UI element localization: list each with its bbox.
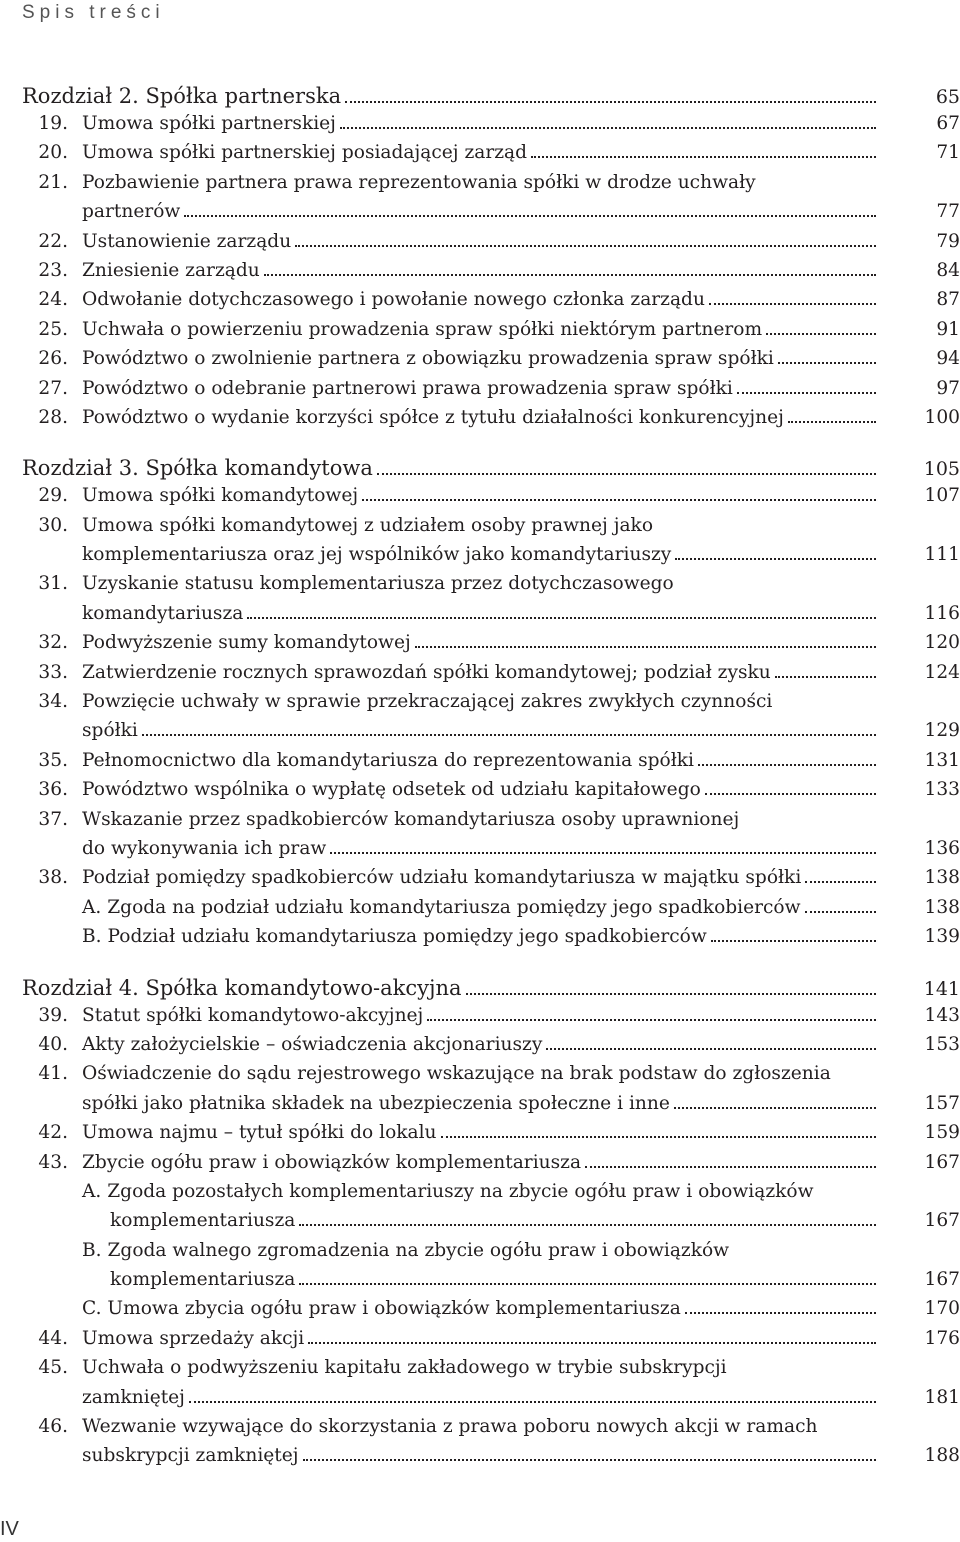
- dot-leader: [775, 676, 876, 678]
- entry-number: 28.: [38, 406, 68, 428]
- entry-title: spółki: [82, 720, 138, 742]
- dot-leader: [788, 421, 876, 423]
- entry-page-number: 176: [924, 1327, 960, 1349]
- toc-entry[interactable]: [22, 201, 960, 230]
- toc-entry[interactable]: [22, 1328, 960, 1357]
- dot-leader: [441, 1136, 876, 1138]
- toc-entry[interactable]: [22, 632, 960, 661]
- toc-entry[interactable]: [22, 142, 960, 171]
- entry-number: 29.: [38, 485, 68, 507]
- toc-entry[interactable]: [22, 1034, 960, 1063]
- entry-page-number: 111: [924, 544, 960, 566]
- entry-number: 36.: [38, 779, 68, 801]
- toc-entry[interactable]: [22, 603, 960, 632]
- subentry-page-number: 170: [924, 1298, 960, 1320]
- entry-number: 45.: [38, 1357, 68, 1379]
- entry-number: 26.: [38, 348, 68, 370]
- toc-entry[interactable]: [22, 1152, 960, 1181]
- dot-leader: [330, 852, 876, 854]
- entry-number: 42.: [38, 1122, 68, 1144]
- dot-leader: [466, 993, 876, 995]
- entry-title: partnerów: [82, 201, 181, 223]
- toc-entry[interactable]: [22, 1005, 960, 1034]
- toc-entry[interactable]: [22, 172, 960, 201]
- chapter-heading[interactable]: [22, 84, 960, 113]
- entry-page-number: 129: [924, 720, 960, 742]
- toc-subentry[interactable]: [22, 1240, 960, 1269]
- entry-title: Powództwo o zwolnienie partnera z obowiązku prowadzenia spraw spółki: [82, 348, 774, 370]
- entry-title: Umowa spółki partnerskiej posiadającej zarząd: [82, 142, 528, 164]
- entry-number: 22.: [38, 230, 68, 252]
- dot-leader: [299, 1283, 876, 1285]
- page-number: IV: [0, 1518, 19, 1540]
- dot-leader: [345, 101, 876, 103]
- toc-entry[interactable]: [22, 544, 960, 573]
- entry-page-number: 188: [924, 1445, 960, 1467]
- toc-entry[interactable]: [22, 407, 960, 436]
- entry-page-number: 138: [924, 867, 960, 889]
- entry-number: 34.: [38, 691, 68, 713]
- chapter-title: Rozdział 2. Spółka partnerska: [22, 84, 342, 108]
- entry-title: Odwołanie dotychczasowego i powołanie nowego członka zarządu: [82, 289, 705, 311]
- entry-title: Powzięcie uchwały w sprawie przekraczającej zakres zwykłych czynności: [82, 691, 773, 713]
- toc-entry[interactable]: [22, 515, 960, 544]
- entry-number: 21.: [38, 171, 68, 193]
- entry-title: Powództwo o odebranie partnerowi prawa prowadzenia spraw spółki: [82, 377, 733, 399]
- entry-page-number: 136: [924, 837, 960, 859]
- entry-number: 46.: [38, 1416, 68, 1438]
- toc-entry[interactable]: [22, 573, 960, 602]
- dot-leader: [308, 1342, 876, 1344]
- chapter-page-number: 105: [923, 458, 960, 481]
- dot-leader: [299, 1224, 876, 1226]
- entry-number: 19.: [38, 113, 68, 134]
- entry-number: 31.: [38, 573, 68, 595]
- entry-number: 20.: [38, 142, 68, 164]
- entry-title: Statut spółki komandytowo-akcyjnej: [82, 1004, 424, 1026]
- dot-leader: [189, 1401, 876, 1403]
- toc-subentry[interactable]: [22, 1181, 960, 1210]
- entry-title: Pełnomocnictwo dla komandytariusza do reprezentowania spółki: [82, 749, 694, 771]
- entry-page-number: 71: [936, 142, 960, 164]
- entry-number: 32.: [38, 632, 68, 654]
- entry-number: 37.: [38, 808, 68, 830]
- toc-entry[interactable]: [22, 260, 960, 289]
- entry-title: Zbycie ogółu praw i obowiązków komplementariusza: [82, 1151, 582, 1173]
- dot-leader: [303, 1459, 876, 1461]
- entry-title: Wskazanie przez spadkobierców komandytariusza osoby uprawnionej: [82, 808, 740, 830]
- toc-subentry[interactable]: [22, 926, 960, 955]
- entry-title: do wykonywania ich praw: [82, 837, 327, 859]
- entry-number: 23.: [38, 259, 68, 281]
- entry-page-number: 94: [936, 348, 960, 370]
- entry-page-number: 79: [936, 230, 960, 252]
- dot-leader: [295, 245, 876, 247]
- subentry-title: komplementariusza: [110, 1210, 296, 1232]
- entry-number: 38.: [38, 867, 68, 889]
- entry-number: 40.: [38, 1033, 68, 1055]
- dot-leader: [415, 646, 876, 648]
- dot-leader: [546, 1048, 876, 1050]
- entry-page-number: 143: [924, 1004, 960, 1026]
- toc-entry[interactable]: [22, 720, 960, 749]
- entry-title: spółki jako płatnika składek na ubezpieczenia społeczne i inne: [82, 1092, 670, 1114]
- entry-title: Uchwała o podwyższeniu kapitału zakładowego w trybie subskrypcji: [82, 1357, 727, 1379]
- toc-subentry[interactable]: [22, 897, 960, 926]
- entry-number: 43.: [38, 1151, 68, 1173]
- subentry-text: Zgoda na podział udziału komandytariusza pomiędzy jego spadkobierców: [107, 896, 801, 918]
- toc-entry[interactable]: [22, 750, 960, 779]
- dot-leader: [531, 156, 876, 158]
- entry-page-number: 67: [936, 113, 960, 134]
- dot-leader: [675, 558, 876, 560]
- entry-title: Podział pomiędzy spadkobierców udziału komandytariusza w majątku spółki: [82, 867, 802, 889]
- entry-page-number: 91: [936, 318, 960, 340]
- dot-leader: [805, 881, 876, 883]
- toc-entry[interactable]: [22, 378, 960, 407]
- toc-entry[interactable]: [22, 1093, 960, 1122]
- dot-leader: [711, 940, 876, 942]
- entry-title: Pozbawienie partnera prawa reprezentowania spółki w drodze uchwały: [82, 171, 756, 193]
- entry-title: Akty założycielskie – oświadczenia akcjonariuszy: [82, 1033, 543, 1055]
- subentry-text: Umowa zbycia ogółu praw i obowiązków komplementariusza: [107, 1298, 681, 1320]
- toc-entry[interactable]: [22, 485, 960, 514]
- entry-number: 30.: [38, 514, 68, 536]
- running-header: Spis treści: [22, 2, 165, 23]
- entry-title: zamkniętej: [82, 1386, 185, 1408]
- toc-entry[interactable]: [22, 319, 960, 348]
- subentry-page-number: 139: [924, 926, 960, 948]
- dot-leader: [778, 362, 876, 364]
- subentry-title: [82, 1298, 681, 1319]
- entry-page-number: 87: [936, 289, 960, 311]
- dot-leader: [709, 303, 876, 305]
- subentry-letter: A.: [82, 1180, 102, 1202]
- entry-title: Oświadczenie do sądu rejestrowego wskazujące na brak podstaw do zgłoszenia: [82, 1063, 831, 1085]
- toc-entry[interactable]: [22, 662, 960, 691]
- dot-leader: [142, 734, 876, 736]
- entry-page-number: 77: [936, 201, 960, 223]
- dot-leader: [427, 1019, 876, 1021]
- subentry-text: Zgoda pozostałych komplementariuszy na zbycie ogółu praw i obowiązków: [107, 1180, 814, 1202]
- chapter-heading[interactable]: [22, 456, 960, 485]
- entry-title: Zniesienie zarządu: [82, 259, 260, 281]
- entry-page-number: 181: [924, 1386, 960, 1408]
- toc-entry[interactable]: [22, 1445, 960, 1474]
- table-of-contents: [22, 84, 960, 1475]
- toc-entry[interactable]: [22, 289, 960, 318]
- dot-leader: [737, 392, 876, 394]
- toc-entry[interactable]: [22, 838, 960, 867]
- entry-number: 33.: [38, 661, 68, 683]
- entry-title: Umowa spółki komandytowej: [82, 485, 359, 507]
- subentry-letter: A.: [82, 896, 102, 918]
- dot-leader: [698, 764, 876, 766]
- chapter-page-number: 65: [935, 86, 960, 108]
- toc-entry[interactable]: [22, 1122, 960, 1151]
- entry-title: Umowa najmu – tytuł spółki do lokalu: [82, 1122, 437, 1144]
- subentry-text: Zgoda walnego zgromadzenia na zbycie ogółu praw i obowiązków: [107, 1239, 730, 1261]
- entry-title: Uchwała o powierzeniu prowadzenia spraw spółki niektórym partnerom: [82, 318, 763, 340]
- chapter-title: Rozdział 3. Spółka komandytowa: [22, 456, 373, 481]
- entry-page-number: 107: [924, 485, 960, 507]
- dot-leader: [805, 911, 876, 913]
- entry-page-number: 133: [924, 779, 960, 801]
- dot-leader: [340, 127, 876, 129]
- entry-page-number: 167: [924, 1151, 960, 1173]
- subentry-page-number: 167: [924, 1210, 960, 1232]
- subentry-text: Podział udziału komandytariusza pomiędzy jego spadkobierców: [107, 926, 707, 948]
- entry-title: Ustanowienie zarządu: [82, 230, 292, 252]
- subentry-title: komplementariusza: [110, 1269, 296, 1291]
- entry-number: 27.: [38, 377, 68, 399]
- entry-page-number: 153: [924, 1033, 960, 1055]
- dot-leader: [184, 215, 876, 217]
- subentry-title: [82, 926, 707, 947]
- entry-page-number: 116: [924, 602, 960, 624]
- entry-title: Zatwierdzenie rocznych sprawozdań spółki komandytowej; podział zysku: [82, 661, 771, 683]
- entry-title: komandytariusza: [82, 602, 244, 624]
- dot-leader: [377, 473, 876, 475]
- entry-title: Podwyższenie sumy komandytowej: [82, 632, 411, 654]
- subentry-page-number: 167: [924, 1269, 960, 1291]
- entry-title: Powództwo wspólnika o wypłatę odsetek od udziału kapitałowego: [82, 779, 701, 801]
- subentry-letter: C.: [82, 1298, 102, 1320]
- entry-title: Uzyskanie statusu komplementariusza przez dotychczasowego: [82, 573, 674, 595]
- entry-page-number: 131: [924, 749, 960, 771]
- entry-title: Umowa sprzedaży akcji: [82, 1327, 305, 1349]
- entry-number: 44.: [38, 1327, 68, 1349]
- dot-leader: [264, 274, 876, 276]
- entry-number: 25.: [38, 318, 68, 340]
- entry-number: 41.: [38, 1063, 68, 1085]
- entry-page-number: 97: [936, 377, 960, 399]
- subentry-page-number: 138: [924, 896, 960, 918]
- toc-subentry[interactable]: [22, 1298, 960, 1327]
- subentry-title: [82, 897, 801, 918]
- entry-page-number: 124: [924, 661, 960, 683]
- dot-leader: [685, 1312, 876, 1314]
- dot-leader: [362, 499, 876, 501]
- dot-leader: [585, 1166, 876, 1168]
- entry-page-number: 120: [924, 632, 960, 654]
- entry-title: subskrypcji zamkniętej: [82, 1445, 299, 1467]
- entry-title: Powództwo o wydanie korzyści spółce z tytułu działalności konkurencyjnej: [82, 406, 784, 428]
- subentry-title: [82, 1181, 814, 1202]
- entry-number: 39.: [38, 1004, 68, 1026]
- toc-subentry[interactable]: [22, 1269, 960, 1298]
- toc-entry[interactable]: [22, 867, 960, 896]
- toc-entry[interactable]: [22, 113, 960, 142]
- toc-entry[interactable]: [22, 1416, 960, 1445]
- dot-leader: [674, 1107, 876, 1109]
- entry-title: Umowa spółki komandytowej z udziałem osoby prawnej jako: [82, 514, 654, 536]
- toc-entry[interactable]: [22, 779, 960, 808]
- dot-leader: [705, 793, 876, 795]
- toc-entry[interactable]: [22, 231, 960, 260]
- chapter-heading[interactable]: [22, 976, 960, 1005]
- toc-entry[interactable]: [22, 1063, 960, 1092]
- subentry-letter: B.: [82, 926, 102, 948]
- entry-page-number: 157: [924, 1092, 960, 1114]
- entry-title: komplementariusza oraz jej wspólników jako komandytariuszy: [82, 544, 672, 566]
- dot-leader: [766, 333, 876, 335]
- entry-number: 35.: [38, 749, 68, 771]
- entry-page-number: 100: [924, 406, 960, 428]
- toc-entry[interactable]: [22, 348, 960, 377]
- subentry-title: [82, 1240, 729, 1261]
- toc-entry[interactable]: [22, 1357, 960, 1386]
- chapter-title: Rozdział 4. Spółka komandytowo-akcyjna: [22, 975, 462, 1000]
- entry-page-number: 159: [924, 1122, 960, 1144]
- entry-title: Wezwanie wzywające do skorzystania z prawa poboru nowych akcji w ramach: [82, 1416, 818, 1438]
- toc-entry[interactable]: [22, 1387, 960, 1416]
- dot-leader: [247, 617, 876, 619]
- entry-title: Umowa spółki partnerskiej: [82, 113, 336, 134]
- toc-entry[interactable]: [22, 809, 960, 838]
- entry-number: 24.: [38, 289, 68, 311]
- toc-subentry[interactable]: [22, 1210, 960, 1239]
- chapter-page-number: 141: [923, 977, 960, 1000]
- subentry-letter: B.: [82, 1239, 102, 1261]
- toc-entry[interactable]: [22, 691, 960, 720]
- entry-page-number: 84: [936, 259, 960, 281]
